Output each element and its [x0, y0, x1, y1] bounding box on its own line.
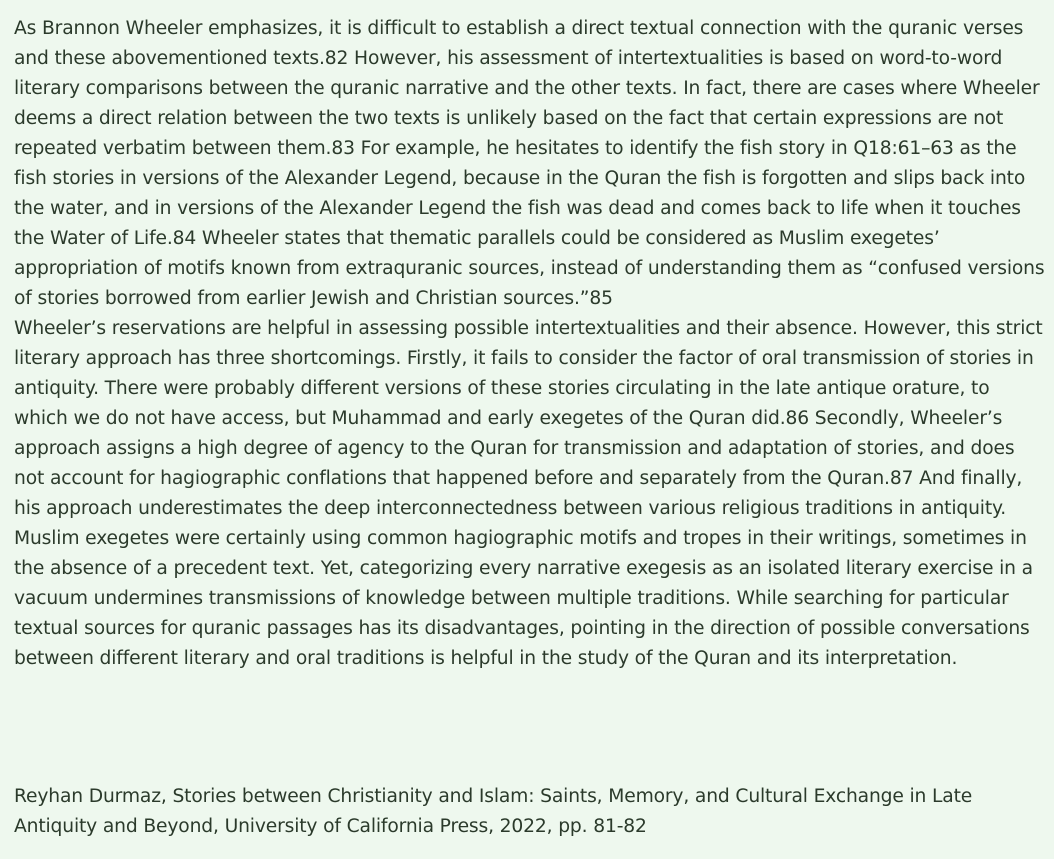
source-citation: Reyhan Durmaz, Stories between Christianity and Islam: Saints, Memory, and Cultural Exchange in Late Antiquity and Beyond, University of California Press, 2022, pp. 81-82: [14, 786, 973, 837]
body-paragraph-1: As Brannon Wheeler emphasizes, it is difficult to establish a direct textual connection with the quranic verses and these abovementioned texts.82 However, his assessment of intertextualities is based on word-to-word literary comparisons between the quranic narrative and the other texts. In fact, there are cases where Wheeler deems a direct relation between the two texts is unlikely based on the fact that certain expressions are not repeated verbatim between them.83 For example, he hesitates to identify the fish story in Q18:61–63 as the fish stories in versions of the Alexander Legend, because in the Quran the fish is forgotten and slips back into the water, and in versions of the Alexander Legend the fish was dead and comes back to life when it touches the Water of Life.84 Wheeler states that thematic parallels could be considered as Muslim exegetes’ appropriation of motifs known from extraquranic sources, instead of understanding them as “confused versions of stories borrowed from earlier Jewish and Christian sources.”85: [14, 18, 1045, 309]
body-paragraph-2: Wheeler’s reservations are helpful in assessing possible intertextualities and their absence. However, this strict literary approach has three shortcomings. Firstly, it fails to consider the factor of oral transmission of stories in antiquity. There were probably different versions of these stories circulating in the late antique orature, to which we do not have access, but Muhammad and early exegetes of the Quran did.86 Secondly, Wheeler’s approach assigns a high degree of agency to the Quran for transmission and adaptation of stories, and does not account for hagiographic conflations that happened before and separately from the Quran.87 And finally, his approach underestimates the deep interconnectedness between various religious traditions in antiquity. Muslim exegetes were certainly using common hagiographic motifs and tropes in their writings, sometimes in the absence of a precedent text. Yet, categorizing every narrative exegesis as an isolated literary exercise in a vacuum undermines transmissions of knowledge between multiple traditions. While searching for particular textual sources for quranic passages has its disadvantages, pointing in the direction of possible conversations between different literary and oral traditions is helpful in the study of the Quran and its interpretation.: [14, 318, 1043, 669]
